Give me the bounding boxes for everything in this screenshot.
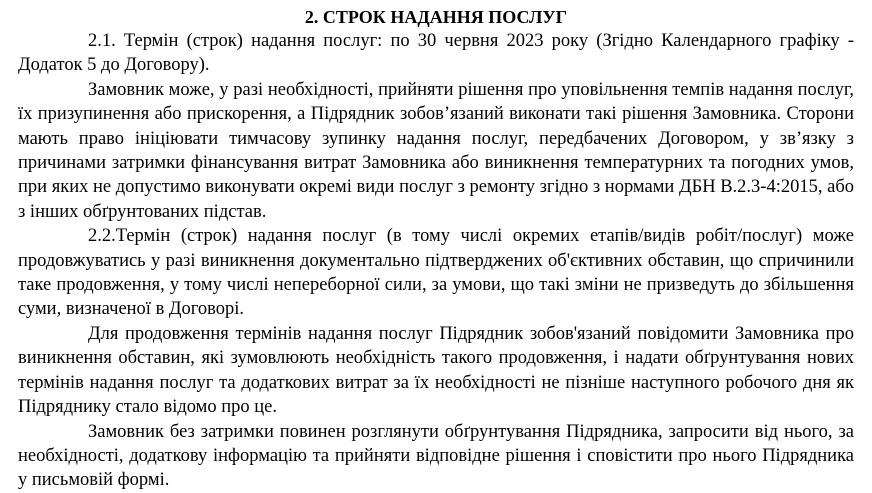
section-title: 2. СТРОК НАДАННЯ ПОСЛУГ (304, 7, 568, 27)
paragraph-customer-rights: Замовник може, у разі необхідності, прийняти рішення про уповільнення темпів надання послуг, їх призупинення або прискорення, а Підрядник зобов’язаний виконати такі рішення Замовника. Сторони мають право ініціювати тимчасову зупинку надання послуг, передбачених Договором, у зв’язку з причинами затримки фінансування витрат Замовника або виникнення температурних та погодних умов, при яких не допустимо виконувати окремі види послуг з ремонту згідно з нормами ДБН В.2.3-4:2015, або з інших обґрунтованих підстав. (18, 79, 854, 222)
paragraph-customer-review: Замовник без затримки повинен розглянути обґрунтування Підрядника, запросити від нього, за необхідності, додаткову інформацію та прийняти відповідне рішення і сповістити про нього Підрядника у письмовій формі. (18, 421, 854, 491)
paragraph-2-2: 2.2.Термін (строк) надання послуг (в тому числі окремих етапів/видів робіт/послуг) може продовжуватись у разі виникнення документально підтверджених об'єктивних обставин, що спричинили таке продовження, у тому числі непереборної сили, за умови, що такі зміни не призведуть до збільшення суми, визначеної в Договорі. (18, 226, 854, 320)
paragraph-2-1: 2.1. Термін (строк) надання послуг: по 30 червня 2023 року (Згідно Календарного графіку - Додаток 5 до Договору). (18, 31, 854, 76)
paragraph-extension-procedure: Для продовження термінів надання послуг Підрядник зобов'язаний повідомити Замовника про виникнення обставин, які зумовлюють необхідність такого продовження, і надати обґрунтування нових термінів надання послуг та додаткових витрат за їх необхідності не пізніше наступного робочого дня як Підряднику стало відомо про це. (18, 323, 854, 418)
